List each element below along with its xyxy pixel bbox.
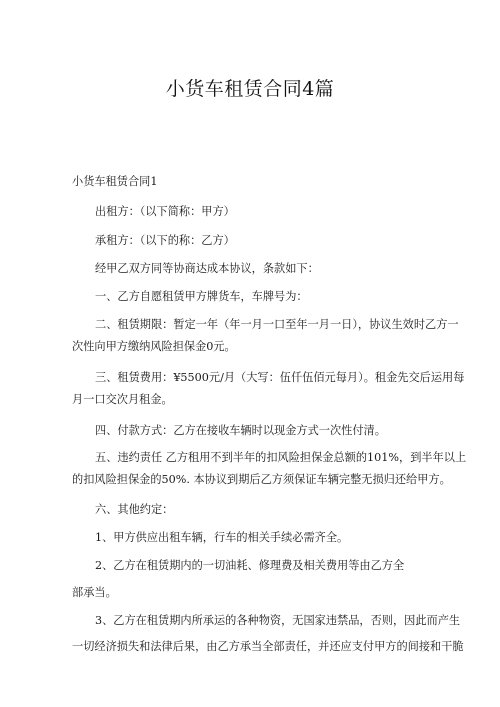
clause-6-item-2-line-1: 2、乙方在租赁期内的一切油耗、修理费及相关费用等由乙方全: [95, 559, 405, 572]
clause-3-line-2: 月一口交次月租金。: [72, 393, 173, 406]
clause-6-item-1: 1、甲方供应出租车辆，行车的相关手续必需齐全。: [95, 531, 349, 544]
clause-3-line-1: 三、租赁费用：¥5500元/月（大写：伍仟伍佰元每月）。租金先交后运用每: [95, 371, 465, 384]
agreement-intro: 经甲乙双方同等协商达成本协议，条款如下：: [95, 262, 319, 275]
clause-2-line-1: 二、租赁期限：暂定一年（年一月一口至年一月一日），协议生效时乙方一: [95, 318, 459, 331]
clause-5-line-1: 五、违约责任 乙方租用不到半年的扣风险担保金总额的101%，到半年以上: [95, 451, 467, 464]
document-title: 小货车租赁合同4篇: [165, 78, 335, 100]
clause-1: 一、乙方自愿租赁甲方牌货车，车牌号为：: [95, 290, 308, 303]
lessee-line: 承租方：（以下的称：乙方）: [95, 234, 235, 247]
clause-5-line-2: 的扣风险担保金的50%. 本协议到期后乙方须保证车辆完整无损归还给甲方。: [72, 473, 451, 486]
clause-6-item-3-line-1: 3、乙方在租赁期内所承运的各种物资，无国家违禁品，否则，因此而产生: [95, 614, 461, 627]
clause-6-heading: 六、其他约定：: [95, 503, 174, 516]
section-heading: 小货车租赁合同1: [72, 175, 158, 188]
clause-4: 四、付款方式：乙方在接收车辆时以现金方式一次性付清。: [95, 424, 386, 437]
lessor-line: 出租方：（以下简称：甲方）: [95, 205, 235, 218]
clause-6-item-3-line-2: 一切经济损失和法律后果，由乙方承当全部责任，并还应支付甲方的间接和干脆: [72, 640, 464, 653]
clause-2-line-2: 次性向甲方缴纳风险担保金0元。: [72, 340, 236, 353]
clause-6-item-2-line-2: 部承当。: [72, 586, 117, 599]
